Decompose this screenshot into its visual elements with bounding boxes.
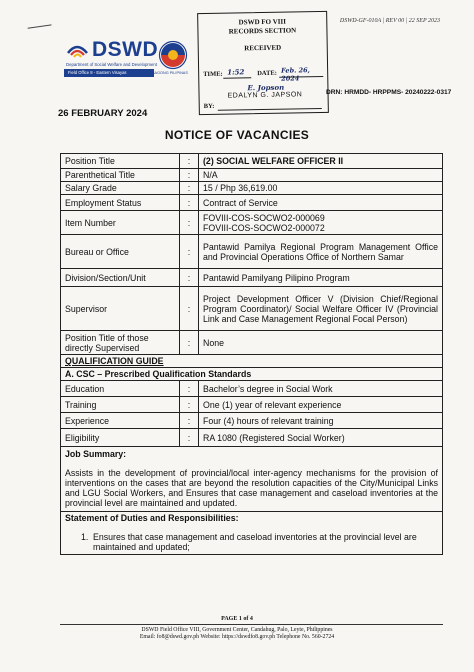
colon: : [180,413,199,429]
page-number: PAGE 1 of 4 [221,616,253,622]
table-row [61,524,443,555]
table-row [61,287,443,331]
table-row [61,413,443,429]
table-row [61,195,443,211]
colon: : [180,182,199,195]
colon: : [180,169,199,182]
table-row [61,397,443,413]
table-row [61,169,443,182]
colon: : [180,381,199,397]
item-number-1: FOVIII-COS-SOCWO2-000069 [203,212,325,223]
colon: : [180,397,199,413]
salary-grade-value: 15 / Php 36,619.00 [199,182,443,195]
experience-label: Experience [61,413,180,429]
document-reference-number: DRN: HRMDD- HRPPMS- 20240222-0317 [326,89,452,96]
education-value: Bachelor’s degree in Social Work [199,381,443,397]
dswd-logo [64,38,164,78]
stamp-by-label: BY: [203,102,215,111]
colon: : [180,211,199,235]
job-summary-heading: Job Summary: [65,449,127,459]
colon: : [180,429,199,447]
duties-list [61,524,443,555]
handwritten-mark [28,24,53,34]
stamp-section: RECORDS SECTION [228,26,297,36]
bureau-office-label: Bureau or Office [61,235,180,269]
duty-number: 1. [81,532,89,542]
stamp-date-label: DATE: [257,69,277,78]
received-stamp [197,11,329,115]
list-item [81,532,438,552]
colon: : [180,331,199,355]
table-row [61,381,443,397]
colon: : [180,195,199,211]
item-number-value [199,211,443,235]
directly-supervised-value: None [199,331,443,355]
employment-status-value: Contract of Service [199,195,443,211]
employment-status-label: Employment Status [61,195,180,211]
table-row [61,211,443,235]
footer-contact: Email: fo8@dswd.gov.ph Website: https://dswdfo8.gov.ph Telephone No. 560-2724 [139,634,335,640]
position-title-label: Position Title [61,154,180,169]
division-unit-label: Division/Section/Unit [61,269,180,287]
directly-supervised-label: Position Title of those directly Supervised [61,331,180,355]
table-row [61,235,443,269]
stamp-received: RECEIVED [244,43,282,53]
colon: : [180,235,199,269]
duty-text: Ensures that case management and caseload inventories at the provincial level are maintained and updated; [93,532,417,552]
table-row [61,429,443,447]
stamp-office: DSWD FO VIII [238,17,287,27]
table-row [61,331,443,355]
eligibility-value: RA 1080 (Registered Social Worker) [199,429,443,447]
dswd-field-office-banner: Field Office 8 - Eastern Visayas [64,69,154,77]
stamp-date-value: Feb. 26, 2024 [281,66,310,83]
colon: : [180,269,199,287]
colon: : [180,154,199,169]
bureau-office-value: Pantawid Pamilya Regional Program Management Office and Provincial Operations Office of Northern Samar [199,235,443,269]
stamp-time-value: 1:52 [227,67,245,77]
dswd-emblem-icon [66,39,89,61]
stamp-signature: E. Jopson [247,82,285,93]
division-unit-value: Pantawid Pamilyang Pilipino Program [199,269,443,287]
document-date: 26 FEBRUARY 2024 [58,108,148,119]
training-label: Training [61,397,180,413]
table-row [61,368,443,381]
parenthetical-title-value: N/A [199,169,443,182]
experience-value: Four (4) hours of relevant training [199,413,443,429]
duties-heading: Statement of Duties and Responsibilities: [65,513,239,523]
training-value: One (1) year of relevant experience [199,397,443,413]
job-summary-text: Assists in the development of provincial/local inter-agency mechanisms for the provision of interventions on the cases that are beyond the resolution capacities of the City/Municipal Links and LGU Social Workers, and Ensures that case management and caseload inventories at the provincial level are maintained and updated. [61,460,443,512]
table-row [61,182,443,195]
table-row [61,355,443,368]
table-row [61,512,443,525]
qualification-guide-heading: QUALIFICATION GUIDE [61,355,443,368]
salary-grade-label: Salary Grade [61,182,180,195]
position-title-value: (2) SOCIAL WELFARE OFFICER II [199,154,443,169]
supervisor-label: Supervisor [61,287,180,331]
dswd-wordmark: DSWD [92,38,159,61]
notice-title: NOTICE OF VACANCIES [164,128,310,142]
dswd-department-name: Department of Social Welfare and Development [66,62,157,67]
bagong-pilipinas-label: BAGONG PILIPINAS [152,71,188,75]
eligibility-label: Eligibility [61,429,180,447]
csc-standards-heading: A. CSC – Prescribed Qualification Standards [61,368,443,381]
vacancy-details-table [60,153,443,555]
table-row [61,269,443,287]
form-code: DSWD-GF-010A | REV 00 | 22 SEP 2023 [339,18,440,24]
item-number-label: Item Number [61,211,180,235]
footer-divider [60,624,443,625]
parenthetical-title-label: Parenthetical Title [61,169,180,182]
colon: : [180,287,199,331]
table-row [61,154,443,169]
supervisor-value: Project Development Officer V (Division Chief/Regional Program Coordinator)/ Social Welfare Officer IV (Provincial Link and Case Management Regional Focal Person) [199,287,443,331]
education-label: Education [61,381,180,397]
table-row [61,447,443,461]
table-row [61,460,443,512]
footer-address: DSWD Field Office VIII, Government Center, Candahug, Palo, Leyte, Philippines [141,627,333,633]
bagong-pilipinas-seal-icon [158,40,188,70]
stamp-receiver-name: EDALYN G. JAPSON [227,91,303,100]
stamp-time-label: TIME: [203,70,223,79]
item-number-2: FOVIII-COS-SOCWO2-000072 [203,222,325,233]
